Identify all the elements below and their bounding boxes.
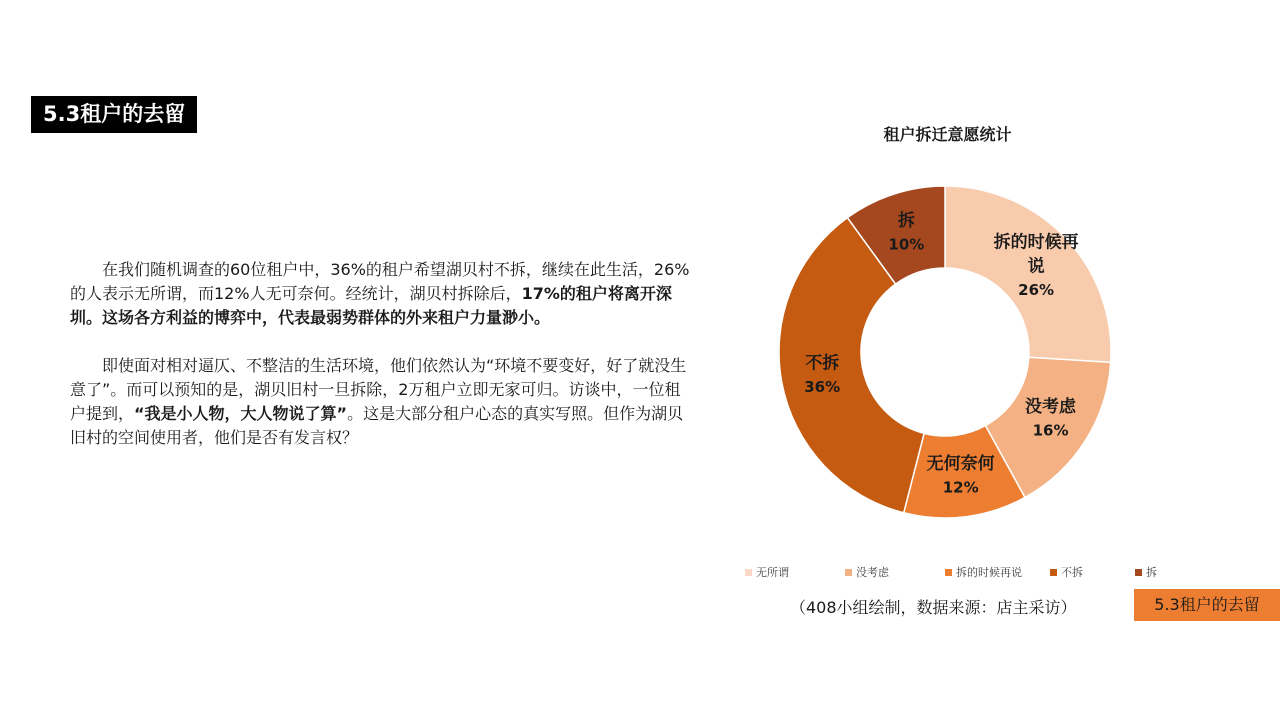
legend-label-4: 拆 [1146, 566, 1157, 579]
p2-run-3: 。这是大部分租户心态的真实写照。但作为湖贝旧村的空间使用者，他们是否有发言权？ [70, 404, 684, 447]
slice-value-label-0: 26% [1018, 280, 1055, 299]
slice-name-label-4: 拆 [897, 211, 915, 232]
slice-name-label-3: 不拆 [805, 353, 840, 374]
legend-label-3: 不拆 [1061, 566, 1083, 579]
section-title-badge: 5.3租户的去留 [31, 96, 197, 133]
legend-label-0: 无所谓 [756, 566, 789, 579]
legend-swatch-0 [745, 569, 752, 576]
paragraph-2 [70, 354, 694, 450]
slice-name-label-2: 无何奈何 [926, 454, 995, 475]
p2-run-1: 即使面对相对逼仄、不整洁的生活环境，他们依然认为“环境不要变好，好了就没生意了”。而可以预知的是，湖贝旧村一旦拆除，2万租户立即无家可归。访谈中，一位租户提到， [70, 356, 687, 423]
slice-value-label-2: 12% [942, 478, 979, 497]
legend-swatch-3 [1050, 569, 1057, 576]
body-text [70, 258, 694, 450]
p1-run-2-bold: 17%的租户将离开深圳。这场各方利益的博弈中，代表最弱势群体的外来租户力量渺小。 [70, 284, 672, 327]
p2-run-2-bold: “我是小人物，大人物说了算” [134, 404, 348, 423]
slice-name-label-0: 拆的时候再 [993, 232, 1079, 253]
legend-swatch-2 [945, 569, 952, 576]
slice-value-label-3: 36% [804, 377, 841, 396]
legend-item-0 [745, 564, 789, 580]
chart-title: 租户拆迁意愿统计 [883, 125, 1012, 144]
slice-name-label-1: 没考虑 [1025, 396, 1077, 417]
slice-name-label-0: 说 [1027, 256, 1045, 277]
legend-label-2: 拆的时候再说 [956, 566, 1022, 579]
legend-item-1 [845, 564, 889, 580]
legend-swatch-4 [1135, 569, 1142, 576]
legend-item-2 [945, 564, 1022, 580]
legend-item-4 [1135, 564, 1157, 580]
data-source-note: （408小组绘制，数据来源：店主采访） [790, 598, 1077, 617]
p1-run-1: 在我们随机调查的60位租户中，36%的租户希望湖贝村不拆，继续在此生活，26%的人表示无所谓，而12%人无可奈何。经统计，湖贝村拆除后， [70, 260, 690, 303]
legend-label-1: 没考虑 [856, 566, 889, 579]
section-tag: 5.3租户的去留 [1134, 589, 1280, 621]
chart-legend [745, 564, 1185, 580]
legend-item-3 [1050, 564, 1083, 580]
paragraph-1 [70, 258, 694, 330]
slice-value-label-1: 16% [1032, 421, 1069, 440]
slice-value-label-4: 10% [888, 235, 925, 254]
legend-swatch-1 [845, 569, 852, 576]
donut-chart [770, 180, 1120, 530]
